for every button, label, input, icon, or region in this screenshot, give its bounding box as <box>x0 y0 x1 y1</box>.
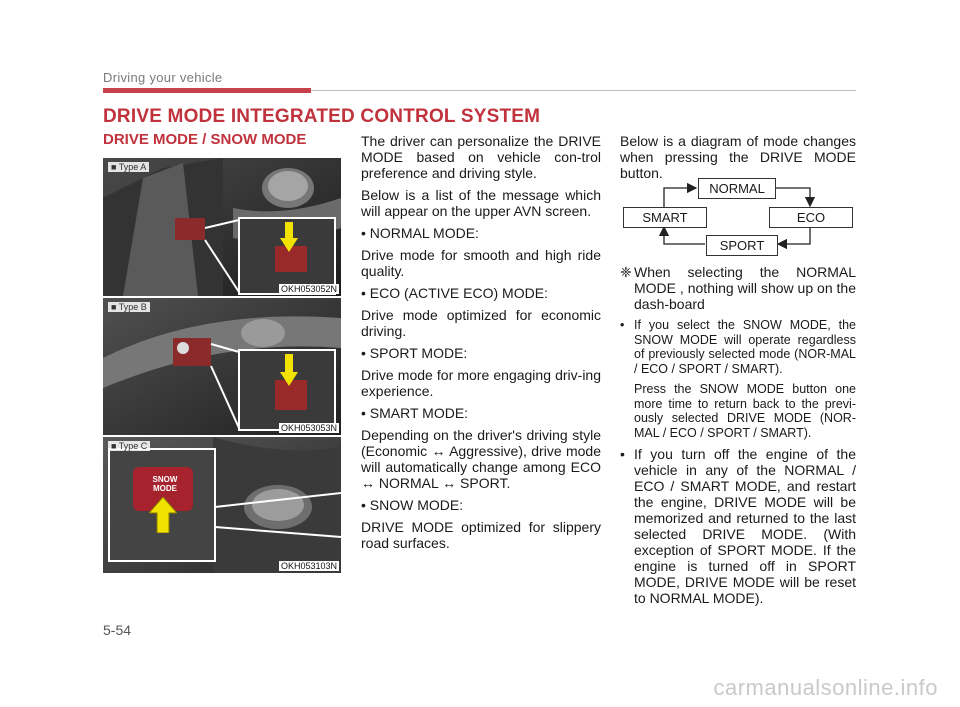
eco-mode-heading: • ECO (ACTIVE ECO) MODE: <box>361 285 548 301</box>
normal-mode-description: Drive mode for smooth and high ride quality. <box>361 247 601 279</box>
note-mark: ❈ <box>620 264 632 280</box>
diagram-eco-box: ECO <box>769 207 853 228</box>
eco-mode-description: Drive mode optimized for economic driving. <box>361 307 601 339</box>
snow-mode-heading: • SNOW MODE: <box>361 497 464 513</box>
snow-mode-return-note: Press the SNOW MODE button one more time to return back to the previ-ously selected DRIVE MODE (NOR-MAL / ECO / SPORT / SMART). <box>634 382 856 440</box>
figure-type-b <box>103 298 341 435</box>
dashboard-note <box>620 264 856 312</box>
mode-descriptions <box>361 133 601 557</box>
console-photo-a <box>103 158 341 296</box>
engine-restart-note <box>620 446 856 606</box>
normal-mode-heading: • NORMAL MODE: <box>361 225 479 241</box>
figure-code: OKH053053N <box>280 423 337 433</box>
diagram-smart-box: SMART <box>623 207 707 228</box>
figure-type-c <box>103 437 341 573</box>
dashboard-note-text: When selecting the NORMAL MODE , nothing will show up on the dash-board <box>634 264 856 312</box>
figure-code: OKH053103N <box>280 561 337 571</box>
snow-mode-description: DRIVE MODE optimized for slippery road surfaces. <box>361 519 601 551</box>
figure-code: OKH053052N <box>280 284 337 294</box>
snow-mode-note <box>620 318 856 376</box>
section-subtitle: DRIVE MODE / SNOW MODE <box>103 131 307 148</box>
section-label: Driving your vehicle <box>103 70 223 85</box>
arrow-up-icon <box>149 497 177 533</box>
diagram-intro-text: Below is a diagram of mode changes when pressing the DRIVE MODE button. <box>620 133 856 181</box>
snow-mode-button-label: SNOW MODE <box>152 475 178 493</box>
mode-notes <box>620 264 856 612</box>
diagram-normal-box: NORMAL <box>698 178 776 199</box>
snow-mode-note-text: If you select the SNOW MODE, the SNOW MODE will operate regardless of previously selected mode (NOR-MAL / ECO / SPORT / SMART). <box>634 318 856 376</box>
header-rule <box>311 90 856 91</box>
bullet-mark: • <box>620 446 625 462</box>
console-photo-b <box>103 298 341 435</box>
smart-mode-heading: • SMART MODE: <box>361 405 469 421</box>
watermark: carmanualsonline.info <box>713 675 938 700</box>
avn-paragraph: Below is a list of the message which will appear on the upper AVN screen. <box>361 187 601 219</box>
diagram-sport-box: SPORT <box>706 235 778 256</box>
page-number: 5-54 <box>103 622 132 638</box>
figure-type-label: ■ Type C <box>108 441 150 451</box>
engine-restart-note-text: If you turn off the engine of the vehicle in any of the NORMAL / ECO / SMART MODE, and restart the engine, DRIVE MODE will be memorized and returned to the last selected DRIVE MODE. (With exception of SPORT MODE. If the engine is turned off in SPORT MODE, DRIVE MODE will be reset to NORMAL MODE). <box>634 446 856 606</box>
figure-type-label: ■ Type A <box>108 162 149 172</box>
intro-paragraph: The driver can personalize the DRIVE MODE based on vehicle con-trol preference and driving style. <box>361 133 601 181</box>
figure-type-label: ■ Type B <box>108 302 150 312</box>
smart-mode-description: Depending on the driver's driving style (Economic ↔ Aggressive), drive mode will automatically change among ECO ↔ NORMAL ↔ SPORT. <box>361 427 601 491</box>
header-rule-accent <box>103 88 311 93</box>
mode-change-diagram <box>620 178 860 258</box>
console-photo-c <box>103 437 341 573</box>
sport-mode-heading: • SPORT MODE: <box>361 345 468 361</box>
bullet-mark: • <box>620 318 625 332</box>
page-title: DRIVE MODE INTEGRATED CONTROL SYSTEM <box>103 106 541 127</box>
sport-mode-description: Drive mode for more engaging driv-ing experience. <box>361 367 601 399</box>
figure-type-a <box>103 158 341 296</box>
